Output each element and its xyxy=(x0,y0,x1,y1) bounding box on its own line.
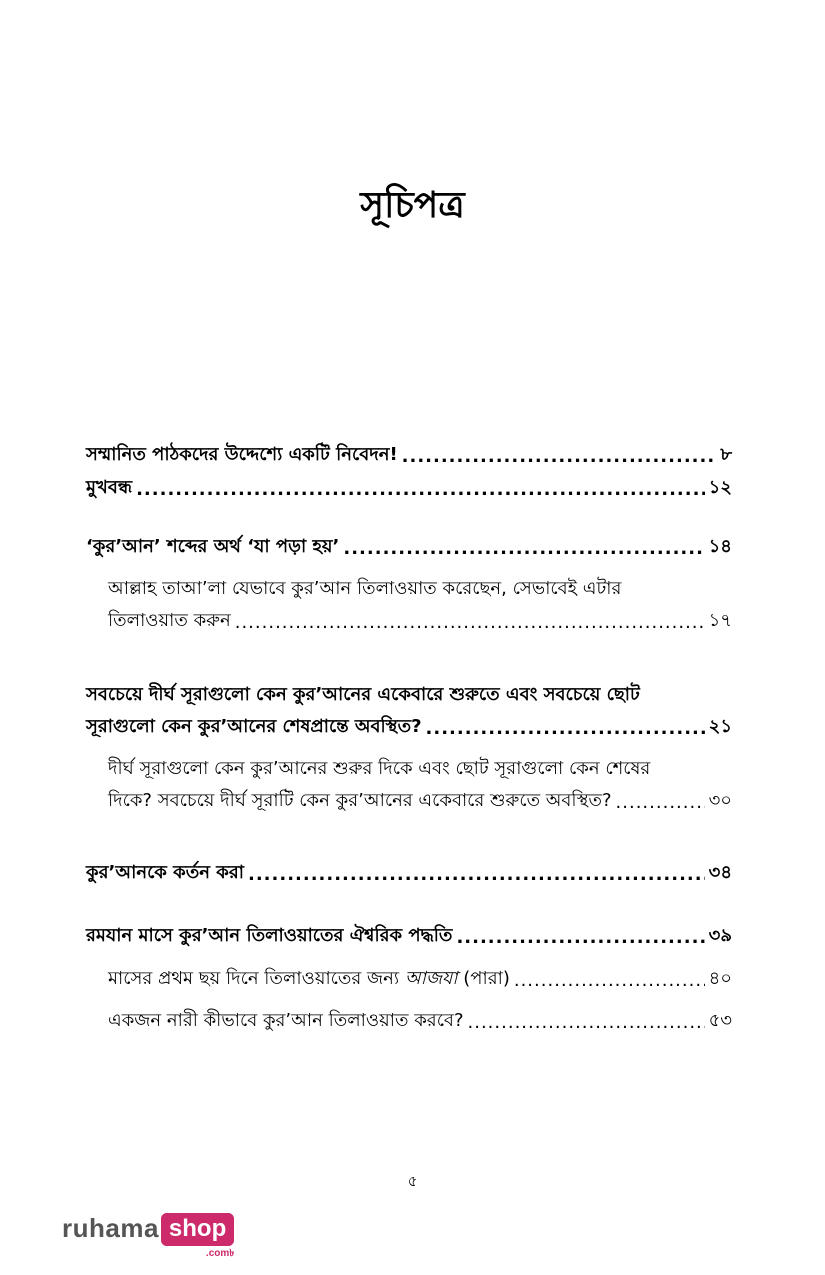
page-number: ৫ xyxy=(407,1172,418,1190)
toc-entry-title xyxy=(108,964,510,995)
toc-entry-title-italic: আজযা xyxy=(404,968,458,989)
toc-entry-page: ৮ xyxy=(720,444,732,465)
toc-entry-ramadan-method[interactable] xyxy=(86,921,732,952)
toc-entry-title: দিকে? সবচেয়ে দীর্ঘ সূরাটি কেন কুর’আনের একেবারে শুরুতে অবস্থিত? xyxy=(108,790,612,811)
toc-entry-page: ১৪ xyxy=(708,536,732,557)
toc-entry-title: মুখবন্ধ xyxy=(86,477,133,498)
dot-leader xyxy=(248,864,705,885)
toc-entry-kortan[interactable] xyxy=(86,858,732,889)
toc-subentry-line1: দীর্ঘ সূরাগুলো কেন কুর’আনের শুরুর দিকে এবং ছোট সূরাগুলো কেন শেষের xyxy=(108,758,651,779)
toc-entry-quran-meaning[interactable] xyxy=(86,532,732,563)
toc-entry-page: ২১ xyxy=(708,716,732,737)
dot-leader xyxy=(402,446,717,467)
toc-entry-title: রমযান মাসে কুর’আন তিলাওয়াতের ঐশ্বরিক পদ্ধতি xyxy=(86,925,453,946)
dot-leader xyxy=(616,792,705,813)
toc-entry-page: ৩৪ xyxy=(708,862,732,883)
toc-entry-title: একজন নারী কীভাবে কুর’আন তিলাওয়াত করবে? xyxy=(108,1010,464,1031)
toc-entry-title: কুর’আনকে কর্তন করা xyxy=(86,862,244,883)
toc-entry-nibedon[interactable] xyxy=(86,440,732,471)
dot-leader xyxy=(343,538,704,559)
page-title: সূচিপত্র xyxy=(360,185,465,226)
logo-text-com: .com৳ xyxy=(205,1247,235,1259)
toc-entry-page: ৩০ xyxy=(708,790,732,811)
toc-entry-line1: সবচেয়ে দীর্ঘ সূরাগুলো কেন কুর’আনের একেবারে শুরুতে এবং সবচেয়ে ছোট xyxy=(86,684,640,705)
logo-text-ruhama: ruhama xyxy=(62,1213,159,1243)
dot-leader xyxy=(235,612,705,633)
logo-text-shop: shop xyxy=(161,1213,234,1246)
dot-leader xyxy=(136,479,705,500)
dot-leader xyxy=(468,1012,705,1033)
dot-leader xyxy=(426,718,705,739)
toc-subentry-line1: আল্লাহ তাআ’লা যেভাবে কুর’আন তিলাওয়াত করেছেন, সেভাবেই এটার xyxy=(108,578,622,599)
logo-shop-badge xyxy=(161,1214,235,1259)
dot-leader xyxy=(514,970,705,991)
toc-subentry-woman[interactable] xyxy=(108,1006,732,1037)
toc-subentry-surah-order[interactable] xyxy=(108,786,732,817)
toc-entry-long-surahs[interactable] xyxy=(86,712,732,743)
toc-entry-page: ১৭ xyxy=(708,610,732,631)
toc-entry-title: ‘কুর’আন’ শব্দের অর্থ ‘যা পড়া হয়’ xyxy=(86,536,340,557)
toc-entry-title: তিলাওয়াত করুন xyxy=(108,610,231,631)
ruhama-shop-logo xyxy=(62,1213,235,1259)
toc-entry-title: সম্মানিত পাঠকদের উদ্দেশ্যে একটি নিবেদন! xyxy=(86,444,398,465)
toc-entry-title: সূরাগুলো কেন কুর’আনের শেষপ্রান্তে অবস্থিত? xyxy=(86,716,422,737)
toc-entry-page: ৪০ xyxy=(708,968,732,989)
toc-entry-title-part: মাসের প্রথম ছয় দিনে তিলাওয়াতের জন্য xyxy=(108,968,405,989)
toc-entry-page: ৫৩ xyxy=(708,1010,732,1031)
dot-leader xyxy=(456,927,704,948)
toc-entry-page: ১২ xyxy=(708,477,732,498)
toc-subentry-ajza[interactable] xyxy=(108,964,732,995)
toc-subentry-tilawat[interactable] xyxy=(108,606,732,637)
toc-entry-title-part: (পারা) xyxy=(457,968,510,989)
toc-entry-page: ৩৯ xyxy=(708,925,732,946)
toc-entry-mukhobondho[interactable] xyxy=(86,473,732,504)
